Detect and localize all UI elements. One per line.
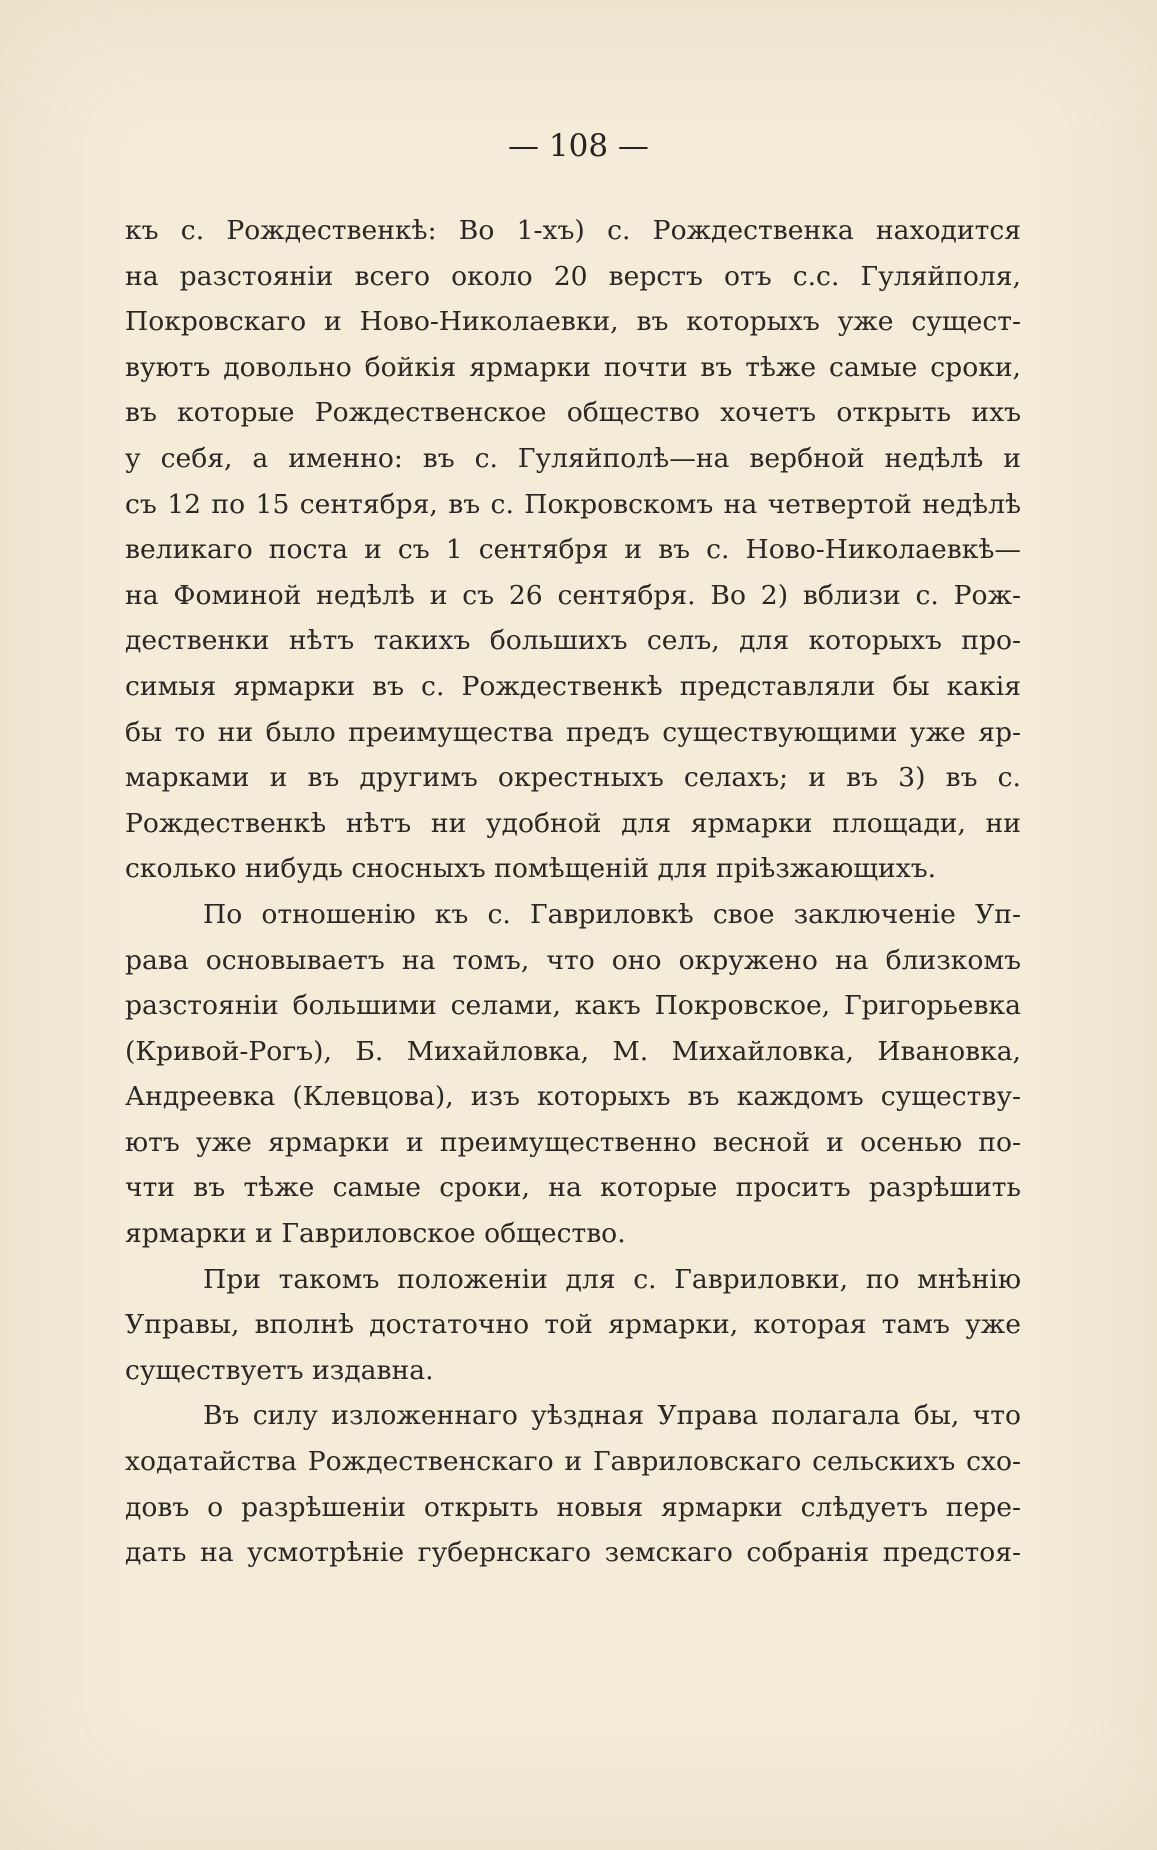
text-line: ютъ уже ярмарки и преимущественно весной и осенью по- xyxy=(125,1126,1021,1158)
text-line: довъ о разрѣшеніи открыть новыя ярмарки слѣдуетъ пере- xyxy=(125,1491,1021,1523)
text-line: съ 12 по 15 сентября, въ с. Покровскомъ на четвертой недѣлѣ xyxy=(125,488,1021,520)
page-number: — 108 — xyxy=(508,128,649,164)
text-line: на разстояніи всего около 20 верстъ отъ с.с. Гуляйполя, xyxy=(125,260,1021,292)
text-line: (Кривой-Рогъ), Б. Михайловка, М. Михайловка, Ивановка, xyxy=(125,1035,1021,1067)
text-line: существуетъ издавна. xyxy=(125,1354,434,1386)
text-line: Андреевка (Клевцова), изъ которыхъ въ каждомъ существу- xyxy=(125,1081,1021,1113)
text-line: ярмарки и Гавриловское общество. xyxy=(125,1218,626,1250)
text-line: къ с. Рождественкѣ: Во 1-хъ) с. Рождественка находится xyxy=(125,215,1021,246)
text-line: дественки нѣтъ такихъ большихъ селъ, для которыхъ про- xyxy=(125,625,1021,657)
text-line: При такомъ положеніи для с. Гавриловки, по мнѣнію xyxy=(203,1263,1021,1295)
text-line: у себя, а именно: въ с. Гуляйполѣ—на вербной недѣлѣ и xyxy=(125,442,1021,474)
text-line: чти въ тѣже самые сроки, на которые проситъ разрѣшить xyxy=(125,1172,1021,1204)
text-line: Покровскаго и Ново-Николаевки, въ которыхъ уже сущест- xyxy=(125,306,1021,338)
text-line: бы то ни было преимущества предъ существующими уже яр- xyxy=(125,716,1021,748)
text-line: По отношенію къ с. Гавриловкѣ свое заключеніе Уп- xyxy=(203,898,1021,930)
text-line: дать на усмотрѣніе губернскаго земскаго собранія предстоя- xyxy=(125,1537,1021,1569)
text-line: Управы, вполнѣ достаточно той ярмарки, которая тамъ уже xyxy=(125,1309,1021,1341)
text-line: сколько нибудь сносныхъ помѣщеній для пріѣзжающихъ. xyxy=(125,853,937,885)
text-line: великаго поста и съ 1 сентября и въ с. Ново-Николаевкѣ— xyxy=(125,534,1021,566)
text-line: ходатайства Рождественскаго и Гавриловскаго сельскихъ схо- xyxy=(125,1446,1021,1478)
text-line: въ которые Рождественское общество хочетъ открыть ихъ xyxy=(125,397,1021,429)
text-line: марками и въ другимъ окрестныхъ селахъ; и въ 3) въ с. xyxy=(125,762,1021,794)
text-line: вуютъ довольно бойкія ярмарки почти въ тѣже самые сроки, xyxy=(125,351,1021,383)
body-text xyxy=(125,208,1021,1576)
text-line: разстояніи большими селами, какъ Покровское, Григорьевка xyxy=(125,990,1021,1022)
text-line: Въ силу изложеннаго уѣздная Управа полагала бы, что xyxy=(203,1400,1021,1432)
text-line: Рождественкѣ нѣтъ ни удобной для ярмарки площади, ни xyxy=(125,807,1021,839)
text-line: на Фоминой недѣлѣ и съ 26 сентября. Во 2) вблизи с. Рож- xyxy=(125,579,1021,611)
text-line: рава основываетъ на томъ, что оно окружено на близкомъ xyxy=(125,944,1021,976)
text-line: симыя ярмарки въ с. Рождественкѣ представляли бы какія xyxy=(125,670,1021,702)
